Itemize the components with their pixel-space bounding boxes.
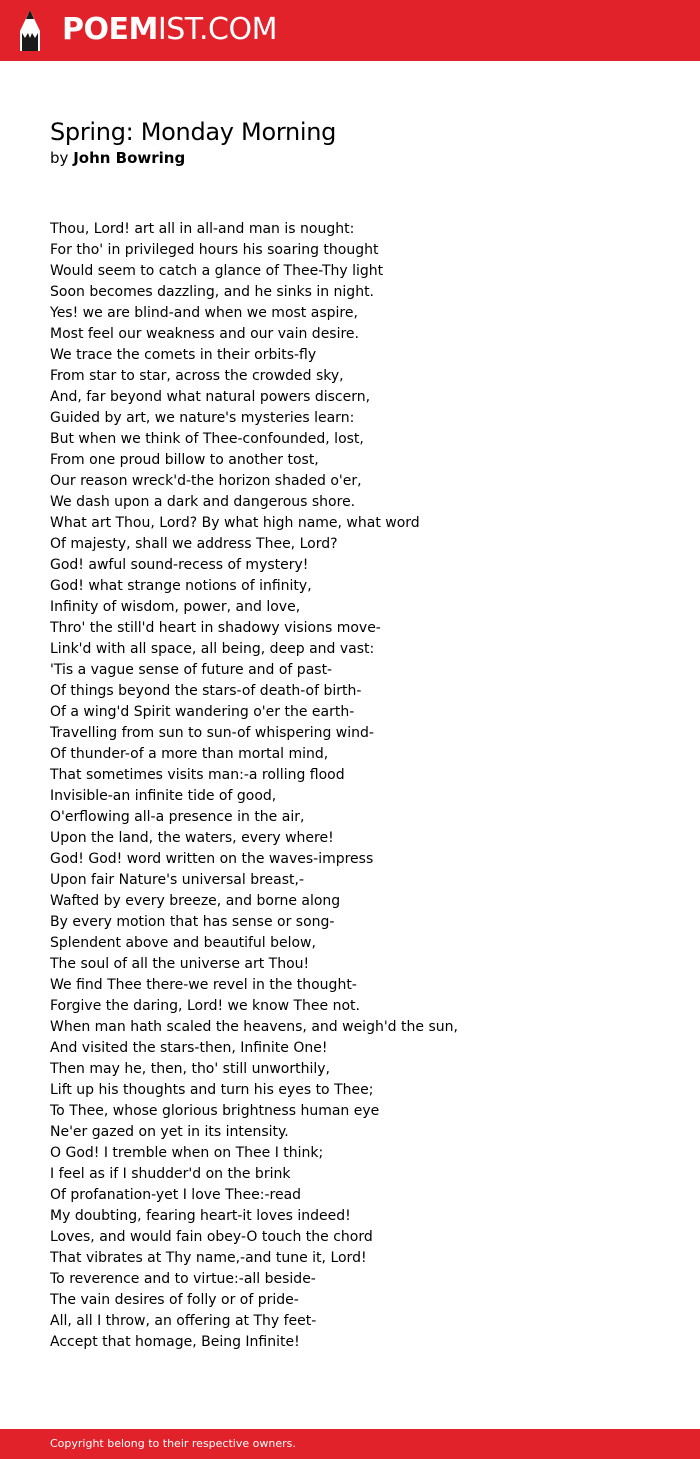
poem-line: Upon the land, the waters, every where! [50, 830, 334, 846]
logo-text-light: IST.COM [157, 12, 277, 47]
poem-line: Forgive the daring, Lord! we know Thee not. [50, 998, 360, 1014]
poem-line: Ne'er gazed on yet in its intensity. [50, 1124, 289, 1140]
site-footer [0, 1429, 700, 1459]
poem-line: To reverence and to virtue:-all beside- [50, 1271, 316, 1287]
poem-line: All, all I throw, an offering at Thy feet- [50, 1313, 317, 1329]
poem-line: We find Thee there-we revel in the thought- [50, 977, 357, 993]
poem-line: Accept that homage, Being Infinite! [50, 1334, 300, 1350]
poem-line: Of things beyond the stars-of death-of birth- [50, 683, 362, 699]
poem-line: God! what strange notions of infinity, [50, 578, 312, 594]
poem-line: Of thunder-of a more than mortal mind, [50, 746, 329, 762]
poem-line: From one proud billow to another tost, [50, 452, 319, 468]
poem-line: For tho' in privileged hours his soaring thought [50, 242, 379, 258]
poem-line: Invisible-an infinite tide of good, [50, 788, 277, 804]
poem-line: 'Tis a vague sense of future and of past- [50, 662, 333, 678]
poem-line: When man hath scaled the heavens, and weigh'd the sun, [50, 1019, 458, 1035]
poem-author: John Bowring [73, 149, 186, 167]
site-header [0, 0, 700, 61]
poem-line: Soon becomes dazzling, and he sinks in night. [50, 284, 375, 300]
poem-line: Guided by art, we nature's mysteries learn: [50, 410, 355, 426]
poem-line: The vain desires of folly or of pride- [50, 1292, 299, 1308]
poem-line: And, far beyond what natural powers discern, [50, 389, 371, 405]
poem-line: The soul of all the universe art Thou! [50, 956, 310, 972]
site-logo-link[interactable] [62, 13, 277, 47]
poem-line: Loves, and would fain obey-O touch the chord [50, 1229, 373, 1245]
poem-line: I feel as if I shudder'd on the brink [50, 1166, 291, 1182]
poem-line: My doubting, fearing heart-it loves indeed! [50, 1208, 351, 1224]
poem-line: That sometimes visits man:-a rolling flood [50, 767, 345, 783]
poem-line: Link'd with all space, all being, deep and vast: [50, 641, 375, 657]
poem-line: Travelling from sun to sun-of whispering wind- [50, 725, 374, 741]
poem-body [50, 219, 670, 1353]
poem-line: Thro' the still'd heart in shadowy visions move- [50, 620, 381, 636]
poem-line: God! awful sound-recess of mystery! [50, 557, 309, 573]
poem-title: Spring: Monday Morning [50, 118, 337, 146]
copyright-text: Copyright belong to their respective owners. [50, 1437, 296, 1450]
poem-line: To Thee, whose glorious brightness human eye [50, 1103, 380, 1119]
by-label: by [50, 149, 69, 167]
poem-line: O God! I tremble when on Thee I think; [50, 1145, 324, 1161]
poem-line: Upon fair Nature's universal breast,- [50, 872, 305, 888]
poem-line: What art Thou, Lord? By what high name, what word [50, 515, 420, 531]
poem-line: And visited the stars-then, Infinite One! [50, 1040, 328, 1056]
poem-line: We trace the comets in their orbits-fly [50, 347, 317, 363]
poem-line: Splendent above and beautiful below, [50, 935, 316, 951]
poem-line: Of majesty, shall we address Thee, Lord? [50, 536, 338, 552]
pen-nib-icon [17, 9, 43, 52]
poem-line: Most feel our weakness and our vain desire. [50, 326, 359, 342]
poem-line: Infinity of wisdom, power, and love, [50, 599, 301, 615]
poem-line: By every motion that has sense or song- [50, 914, 335, 930]
poem-byline [50, 148, 185, 169]
poem-line: But when we think of Thee-confounded, lost, [50, 431, 364, 447]
poem-line: We dash upon a dark and dangerous shore. [50, 494, 356, 510]
poem-line: Of profanation-yet I love Thee:-read [50, 1187, 302, 1203]
poem-line: Yes! we are blind-and when we most aspire, [50, 305, 358, 321]
poem-line: Lift up his thoughts and turn his eyes to Thee; [50, 1082, 374, 1098]
poem-line: Thou, Lord! art all in all-and man is nought: [50, 221, 355, 237]
poem-line: Of a wing'd Spirit wandering o'er the earth- [50, 704, 355, 720]
poem-line: O'erflowing all-a presence in the air, [50, 809, 305, 825]
poem-line: Then may he, then, tho' still unworthily, [50, 1061, 330, 1077]
poem-line: Wafted by every breeze, and borne along [50, 893, 341, 909]
poem-line: God! God! word written on the waves-impress [50, 851, 374, 867]
poem-line: Would seem to catch a glance of Thee-Thy light [50, 263, 384, 279]
poem-line: That vibrates at Thy name,-and tune it, Lord! [50, 1250, 367, 1266]
poem-line: From star to star, across the crowded sky, [50, 368, 344, 384]
poem-line: Our reason wreck'd-the horizon shaded o'er, [50, 473, 362, 489]
logo-text-bold: POEM [62, 12, 158, 47]
